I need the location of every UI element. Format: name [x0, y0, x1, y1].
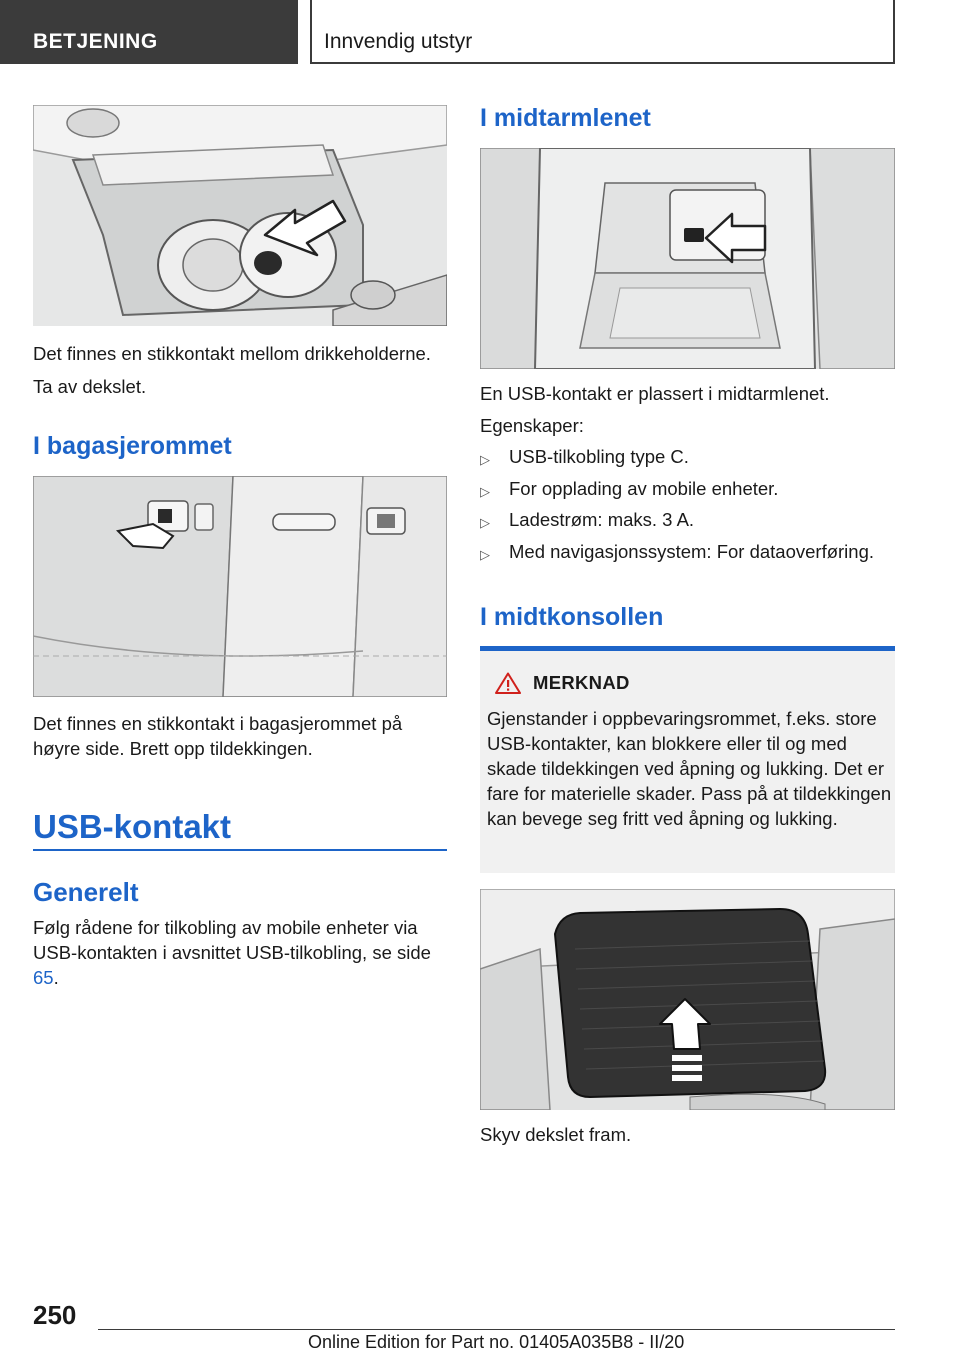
armrest-caption: En USB-kontakt er plassert i midtarmlenet.: [480, 383, 830, 404]
list-item: ▷ Ladestrøm: maks. 3 A.: [480, 507, 900, 539]
usb-heading-rule: [33, 849, 447, 851]
notice-box: [480, 651, 895, 873]
luggage-caption: Det finnes en stikkontakt i bagasjerommet på høyre side. Brett opp tildekkingen.: [33, 713, 403, 759]
luggage-socket-illustration: [33, 476, 447, 697]
remove-cover-text: Ta av dekslet.: [33, 376, 147, 397]
heading-general: Generelt: [33, 877, 139, 907]
notice-title: MERKNAD: [533, 672, 630, 693]
triangle-right-icon: ▷: [480, 483, 490, 499]
console-cover-illustration: [480, 889, 895, 1110]
page-reference-link[interactable]: 65: [33, 967, 54, 988]
heading-center-console: I midtkonsollen: [480, 603, 664, 631]
heading-luggage: I bagasjerommet: [33, 432, 232, 460]
general-text: Følg rådene for tilkobling av mobile enheter via USB-kontakten i avsnittet USB-tilkobling, se side 65.: [33, 917, 431, 988]
list-item: ▷ Med navigasjonssystem: For dataoverføring.: [480, 539, 900, 571]
slide-cover-caption: Skyv dekslet fram.: [480, 1124, 632, 1145]
triangle-right-icon: ▷: [480, 546, 490, 562]
section-tab: BETJENING: [0, 0, 298, 64]
chapter-title: Innvendig utstyr: [311, 0, 895, 64]
edition-text: Online Edition for Part no. 01405A035B8 - II/20: [308, 1332, 685, 1352]
list-item: ▷ USB-tilkobling type C.: [480, 444, 900, 476]
triangle-right-icon: ▷: [480, 515, 490, 530]
triangle-right-icon: ▷: [480, 452, 490, 467]
warning-triangle-icon: [495, 672, 521, 694]
properties-label: Egenskaper:: [480, 415, 584, 436]
properties-list: [480, 444, 900, 570]
page-number: 250: [33, 1300, 77, 1330]
cupholder-caption: Det finnes en stikkontakt mellom drikkeholderne.: [33, 343, 431, 364]
heading-usb-socket: USB-kontakt: [33, 808, 232, 845]
heading-armrest: I midtarmlenet: [480, 104, 651, 132]
list-item: ▷ For opplading av mobile enheter.: [480, 476, 900, 508]
cupholder-illustration: [33, 105, 447, 326]
footer-rule: [98, 1329, 895, 1330]
armrest-usb-illustration: [480, 148, 895, 369]
notice-text: Gjenstander i oppbevaringsrommet, f.eks. store USB-kontakter, kan blokkere eller til og med skade tildekkingen ved åpning og lukking. Det er fare for materielle skader. Pass på at tildekkingen kan bevege seg fritt ved åpning og lukking.: [487, 708, 892, 829]
